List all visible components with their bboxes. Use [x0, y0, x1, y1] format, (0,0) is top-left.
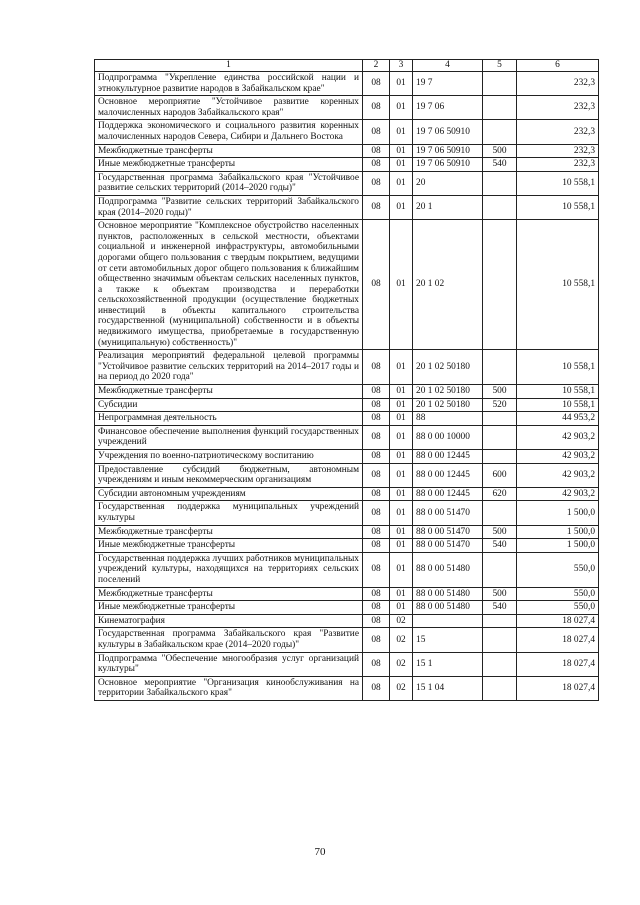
table-row — [95, 425, 599, 449]
cell-section: 08 — [363, 450, 390, 464]
cell-expense-type: 540 — [483, 601, 517, 615]
table-row — [95, 552, 599, 587]
cell-expense-type: 500 — [483, 587, 517, 601]
cell-name: Основное мероприятие "Устойчивое развитие коренных малочисленных народов Забайкальского края" — [95, 96, 363, 120]
cell-section: 08 — [363, 463, 390, 487]
cell-name: Межбюджетные трансферты — [95, 385, 363, 399]
header-cell-amount: 6 — [517, 60, 599, 72]
cell-subsection: 01 — [390, 195, 413, 219]
cell-expense-type: 540 — [483, 158, 517, 172]
cell-section: 08 — [363, 425, 390, 449]
cell-section: 08 — [363, 628, 390, 652]
cell-subsection: 01 — [390, 539, 413, 553]
cell-subsection: 01 — [390, 601, 413, 615]
cell-subsection: 02 — [390, 628, 413, 652]
cell-section: 08 — [363, 587, 390, 601]
cell-expense-type — [483, 171, 517, 195]
cell-section: 08 — [363, 539, 390, 553]
cell-subsection: 02 — [390, 652, 413, 676]
cell-amount: 1 500,0 — [517, 501, 599, 525]
cell-amount: 10 558,1 — [517, 195, 599, 219]
table-row — [95, 601, 599, 615]
cell-name: Субсидии автономным учреждениям — [95, 487, 363, 501]
table-row — [95, 450, 599, 464]
cell-name: Предоставление субсидий бюджетным, автономным учреждениям и иным некоммерческим организациям — [95, 463, 363, 487]
cell-subsection: 01 — [390, 171, 413, 195]
table-row — [95, 385, 599, 399]
cell-name: Подпрограмма "Укрепление единства российской нации и этнокультурное развитие народов в Забайкальском крае" — [95, 72, 363, 96]
cell-target-article: 20 1 — [413, 195, 483, 219]
cell-amount: 232,3 — [517, 144, 599, 158]
cell-subsection: 02 — [390, 614, 413, 628]
cell-target-article: 88 0 00 51480 — [413, 601, 483, 615]
cell-amount: 18 027,4 — [517, 614, 599, 628]
table-row — [95, 628, 599, 652]
cell-section: 08 — [363, 120, 390, 144]
cell-subsection: 01 — [390, 385, 413, 399]
table-row — [95, 72, 599, 96]
table-row — [95, 120, 599, 144]
cell-target-article: 88 0 00 12445 — [413, 450, 483, 464]
cell-section: 08 — [363, 412, 390, 426]
cell-name: Учреждения по военно-патриотическому воспитанию — [95, 450, 363, 464]
cell-target-article: 88 0 00 12445 — [413, 487, 483, 501]
cell-target-article: 20 1 02 50180 — [413, 385, 483, 399]
cell-expense-type — [483, 652, 517, 676]
cell-amount: 10 558,1 — [517, 385, 599, 399]
cell-subsection: 01 — [390, 525, 413, 539]
table-row — [95, 158, 599, 172]
cell-target-article: 88 0 00 51470 — [413, 525, 483, 539]
table-row — [95, 501, 599, 525]
cell-expense-type — [483, 195, 517, 219]
cell-name: Иные межбюджетные трансферты — [95, 601, 363, 615]
table-row — [95, 487, 599, 501]
cell-name: Финансовое обеспечение выполнения функций государственных учреждений — [95, 425, 363, 449]
cell-target-article: 15 1 — [413, 652, 483, 676]
cell-expense-type — [483, 425, 517, 449]
cell-amount: 550,0 — [517, 587, 599, 601]
cell-expense-type — [483, 676, 517, 700]
cell-section: 08 — [363, 652, 390, 676]
cell-subsection: 01 — [390, 487, 413, 501]
table-row — [95, 587, 599, 601]
cell-amount: 10 558,1 — [517, 350, 599, 385]
cell-expense-type — [483, 501, 517, 525]
table-row — [95, 652, 599, 676]
cell-target-article: 19 7 06 50910 — [413, 158, 483, 172]
cell-amount: 18 027,4 — [517, 628, 599, 652]
cell-target-article: 15 1 04 — [413, 676, 483, 700]
cell-section: 08 — [363, 385, 390, 399]
cell-target-article: 88 0 00 51470 — [413, 539, 483, 553]
cell-amount: 10 558,1 — [517, 398, 599, 412]
cell-section: 08 — [363, 158, 390, 172]
table-row — [95, 195, 599, 219]
cell-subsection: 01 — [390, 220, 413, 350]
cell-amount: 10 558,1 — [517, 220, 599, 350]
cell-subsection: 01 — [390, 501, 413, 525]
cell-target-article: 88 0 00 51470 — [413, 501, 483, 525]
cell-expense-type — [483, 552, 517, 587]
header-cell-expense-type: 5 — [483, 60, 517, 72]
cell-section: 08 — [363, 144, 390, 158]
cell-expense-type: 620 — [483, 487, 517, 501]
cell-name: Государственная программа Забайкальского края "Устойчивое развитие сельских территорий (2014–2020 годы)" — [95, 171, 363, 195]
cell-name: Государственная программа Забайкальского края "Развитие культуры в Забайкальском крае (2014–2020 годы)" — [95, 628, 363, 652]
cell-target-article: 20 — [413, 171, 483, 195]
cell-name: Основное мероприятие "Комплексное обустройство населенных пунктов, расположенных в сельской местности, объектами социальной и инженерной инфраструктуры, автомобильными дорогами общего пользования с твердым покрытием, ведущими от сети автомобильных дорог общего пользования к ближайшим общественно значимым объектам сельских населенных пунктов, а также к объектам производства и переработки сельскохозяйственной продукции (осуществление бюджетных инвестиций в объекты капитального строительства государственной (муниципальной) собственности и в объекты недвижимого имущества, приобретаемые в государственную (муниципальную) собственность)" — [95, 220, 363, 350]
table-row — [95, 398, 599, 412]
cell-expense-type — [483, 350, 517, 385]
cell-subsection: 01 — [390, 463, 413, 487]
cell-target-article: 88 0 00 51480 — [413, 587, 483, 601]
cell-name: Межбюджетные трансферты — [95, 587, 363, 601]
table-row — [95, 350, 599, 385]
cell-expense-type: 600 — [483, 463, 517, 487]
cell-subsection: 01 — [390, 425, 413, 449]
cell-section: 08 — [363, 552, 390, 587]
cell-amount: 232,3 — [517, 120, 599, 144]
cell-amount: 1 500,0 — [517, 525, 599, 539]
cell-section: 08 — [363, 525, 390, 539]
header-row — [95, 60, 599, 72]
cell-amount: 550,0 — [517, 601, 599, 615]
cell-subsection: 01 — [390, 412, 413, 426]
cell-amount: 232,3 — [517, 96, 599, 120]
cell-target-article: 19 7 — [413, 72, 483, 96]
cell-name: Непрограммная деятельность — [95, 412, 363, 426]
cell-subsection: 01 — [390, 120, 413, 144]
header-cell-section: 2 — [363, 60, 390, 72]
table-header — [95, 60, 599, 72]
cell-target-article: 20 1 02 — [413, 220, 483, 350]
cell-subsection: 01 — [390, 587, 413, 601]
cell-amount: 18 027,4 — [517, 652, 599, 676]
cell-expense-type: 520 — [483, 398, 517, 412]
cell-target-article: 88 — [413, 412, 483, 426]
cell-section: 08 — [363, 398, 390, 412]
cell-name: Подпрограмма "Развитие сельских территорий Забайкальского края (2014–2020 годы)" — [95, 195, 363, 219]
cell-target-article: 15 — [413, 628, 483, 652]
cell-name: Государственная поддержка лучших работников муниципальных учреждений культуры, находящихся на территориях сельских поселений — [95, 552, 363, 587]
cell-name: Кинематография — [95, 614, 363, 628]
cell-subsection: 01 — [390, 72, 413, 96]
cell-amount: 42 903,2 — [517, 425, 599, 449]
cell-subsection: 01 — [390, 398, 413, 412]
cell-name: Подпрограмма "Обеспечение многообразия услуг организаций культуры" — [95, 652, 363, 676]
cell-section: 08 — [363, 487, 390, 501]
table-row — [95, 144, 599, 158]
cell-name: Реализация мероприятий федеральной целевой программы "Устойчивое развитие сельских территорий на 2014–2017 годы и на период до 2020 года" — [95, 350, 363, 385]
table-row — [95, 412, 599, 426]
cell-amount: 10 558,1 — [517, 171, 599, 195]
cell-section: 08 — [363, 195, 390, 219]
cell-target-article: 19 7 06 50910 — [413, 120, 483, 144]
header-cell-name: 1 — [95, 60, 363, 72]
cell-name: Иные межбюджетные трансферты — [95, 539, 363, 553]
cell-expense-type — [483, 220, 517, 350]
cell-section: 08 — [363, 601, 390, 615]
header-cell-subsection: 3 — [390, 60, 413, 72]
cell-target-article: 19 7 06 — [413, 96, 483, 120]
cell-amount: 1 500,0 — [517, 539, 599, 553]
cell-name: Иные межбюджетные трансферты — [95, 158, 363, 172]
cell-subsection: 01 — [390, 450, 413, 464]
cell-expense-type: 500 — [483, 525, 517, 539]
header-cell-target-article: 4 — [413, 60, 483, 72]
cell-amount: 42 903,2 — [517, 450, 599, 464]
cell-section: 08 — [363, 614, 390, 628]
cell-section: 08 — [363, 96, 390, 120]
cell-expense-type — [483, 96, 517, 120]
cell-section: 08 — [363, 676, 390, 700]
cell-subsection: 01 — [390, 158, 413, 172]
cell-amount: 18 027,4 — [517, 676, 599, 700]
budget-table — [94, 59, 599, 701]
cell-amount: 42 903,2 — [517, 487, 599, 501]
cell-target-article: 88 0 00 10000 — [413, 425, 483, 449]
cell-expense-type — [483, 614, 517, 628]
table-row — [95, 96, 599, 120]
cell-expense-type: 500 — [483, 385, 517, 399]
cell-expense-type — [483, 412, 517, 426]
cell-section: 08 — [363, 350, 390, 385]
cell-expense-type: 500 — [483, 144, 517, 158]
cell-name: Государственная поддержка муниципальных учреждений культуры — [95, 501, 363, 525]
cell-expense-type — [483, 450, 517, 464]
cell-amount: 44 953,2 — [517, 412, 599, 426]
cell-amount: 232,3 — [517, 158, 599, 172]
cell-target-article: 88 0 00 51480 — [413, 552, 483, 587]
table-row — [95, 614, 599, 628]
cell-subsection: 01 — [390, 144, 413, 158]
cell-subsection: 02 — [390, 676, 413, 700]
cell-expense-type: 540 — [483, 539, 517, 553]
cell-name: Субсидии — [95, 398, 363, 412]
cell-name: Основное мероприятие "Организация кинообслуживания на территории Забайкальского края" — [95, 676, 363, 700]
page-number: 70 — [314, 846, 326, 858]
cell-amount: 550,0 — [517, 552, 599, 587]
cell-expense-type — [483, 72, 517, 96]
table-body — [95, 72, 599, 701]
table-row — [95, 463, 599, 487]
table-row — [95, 525, 599, 539]
cell-target-article: 20 1 02 50180 — [413, 398, 483, 412]
cell-target-article: 20 1 02 50180 — [413, 350, 483, 385]
cell-name: Межбюджетные трансферты — [95, 144, 363, 158]
table-row — [95, 539, 599, 553]
cell-section: 08 — [363, 501, 390, 525]
cell-target-article — [413, 614, 483, 628]
cell-subsection: 01 — [390, 350, 413, 385]
cell-section: 08 — [363, 220, 390, 350]
table-row — [95, 220, 599, 350]
cell-section: 08 — [363, 171, 390, 195]
cell-name: Межбюджетные трансферты — [95, 525, 363, 539]
cell-subsection: 01 — [390, 96, 413, 120]
cell-target-article: 19 7 06 50910 — [413, 144, 483, 158]
table-row — [95, 676, 599, 700]
cell-amount: 232,3 — [517, 72, 599, 96]
cell-expense-type — [483, 628, 517, 652]
cell-expense-type — [483, 120, 517, 144]
cell-section: 08 — [363, 72, 390, 96]
cell-target-article: 88 0 00 12445 — [413, 463, 483, 487]
table-row — [95, 171, 599, 195]
cell-subsection: 01 — [390, 552, 413, 587]
cell-amount: 42 903,2 — [517, 463, 599, 487]
cell-name: Поддержка экономического и социального развития коренных малочисленных народов Севера, Сибири и Дальнего Востока — [95, 120, 363, 144]
